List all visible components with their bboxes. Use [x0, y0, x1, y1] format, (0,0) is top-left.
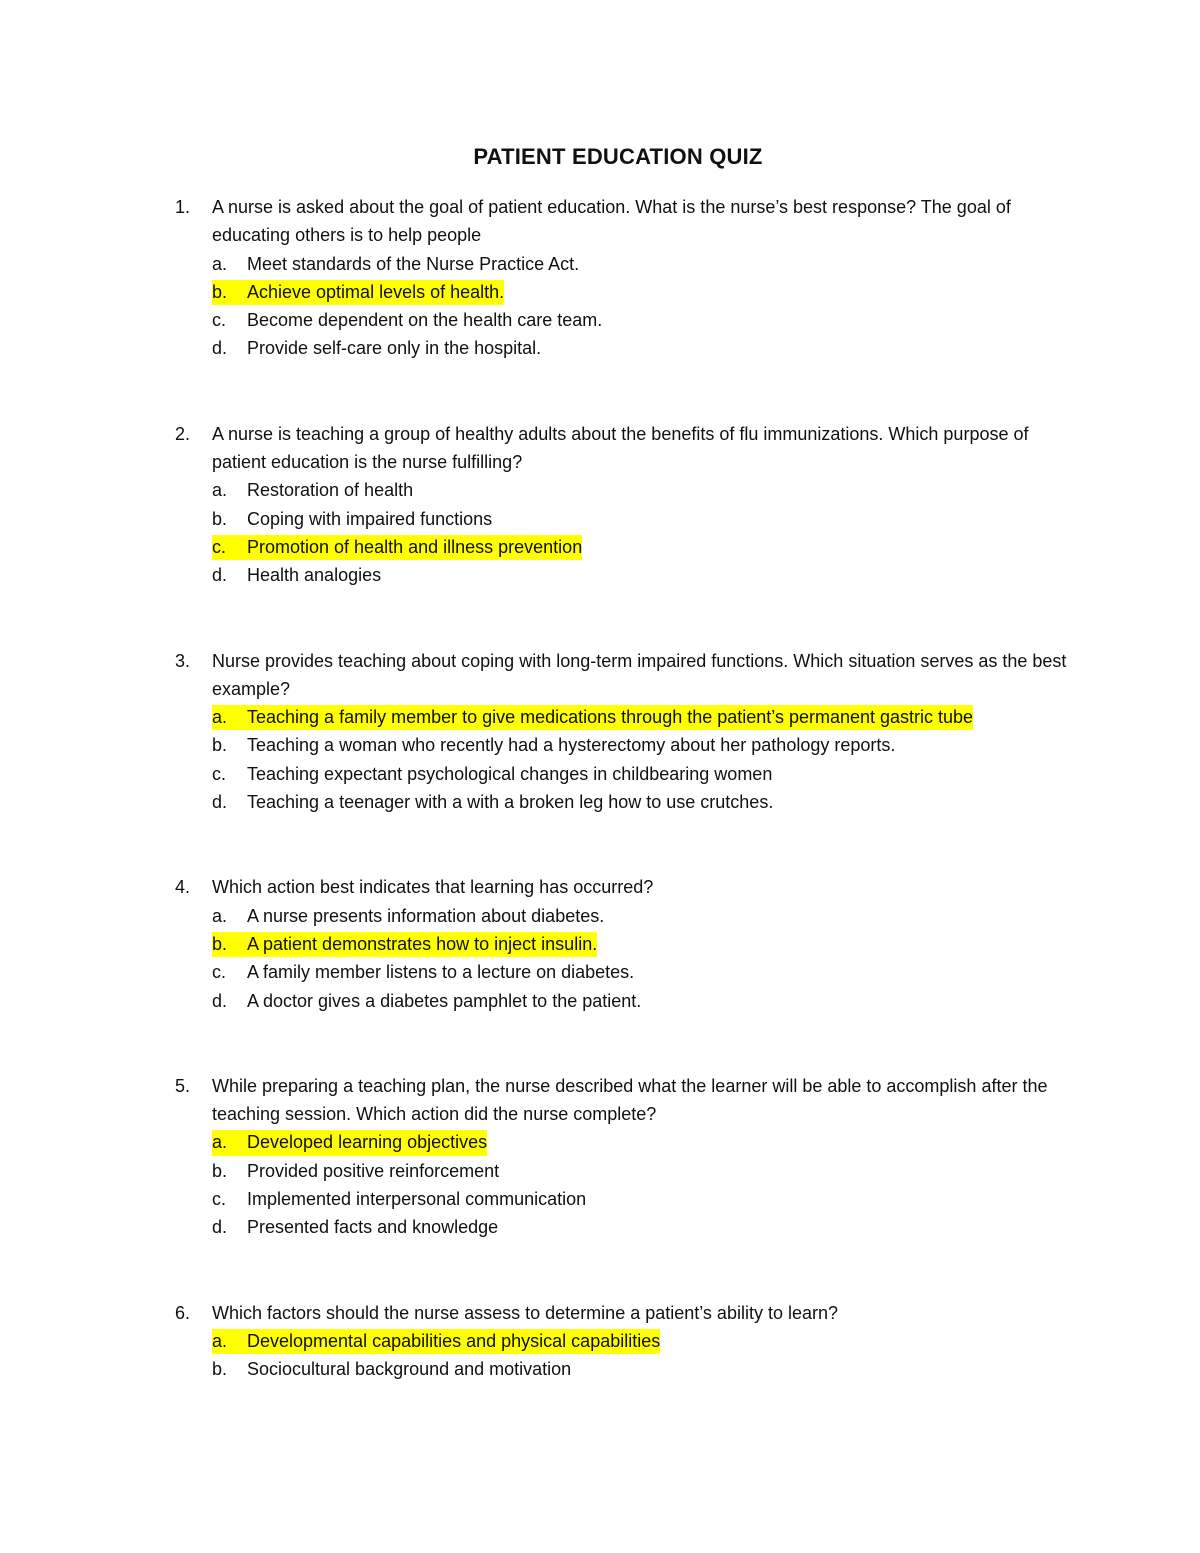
answer-options: [212, 902, 1075, 1015]
option-letter: a.: [212, 1132, 228, 1153]
answer-option-highlighted: [212, 278, 504, 306]
option-text: Teaching a teenager with a with a broken leg how to use crutches.: [247, 792, 774, 813]
question-text: Nurse provides teaching about coping with long-term impaired functions. Which situation serves as the best example?: [212, 650, 1067, 699]
option-text: Teaching a family member to give medications through the patient’s permanent gastric tube: [247, 707, 974, 728]
answer-option: [212, 476, 1075, 504]
option-text: Sociocultural background and motivation: [247, 1359, 572, 1380]
option-letter: d.: [212, 338, 228, 359]
option-letter: c.: [212, 310, 227, 331]
question-item: [175, 420, 1075, 590]
option-letter: a.: [212, 1330, 228, 1351]
answer-option: [212, 250, 1075, 278]
option-text: Become dependent on the health care team.: [247, 310, 603, 331]
option-letter: d.: [212, 990, 228, 1011]
option-letter: c.: [212, 763, 227, 784]
question-item: [175, 873, 1075, 1014]
answer-option: [212, 958, 1075, 986]
option-text: Teaching a woman who recently had a hysterectomy about her pathology reports.: [247, 735, 896, 756]
question-text: A nurse is teaching a group of healthy adults about the benefits of flu immunizations. Which purpose of patient education is the nurse fulfilling?: [212, 423, 1029, 473]
answer-option: [212, 902, 1075, 930]
option-letter: a.: [212, 480, 228, 501]
page-title: PATIENT EDUCATION QUIZ: [473, 144, 763, 169]
answer-option-highlighted: [212, 1327, 660, 1355]
question-number: 2.: [175, 423, 191, 444]
option-text: Provided positive reinforcement: [247, 1160, 500, 1181]
answer-options: [212, 1327, 1075, 1384]
question-number: 4.: [175, 877, 191, 898]
question-item: [175, 1299, 1075, 1384]
option-letter: d.: [212, 1217, 228, 1238]
answer-option: [212, 1157, 1075, 1185]
answer-option-highlighted: [212, 930, 597, 958]
option-text: Teaching expectant psychological changes in childbearing women: [247, 763, 773, 784]
option-letter: b.: [212, 508, 228, 529]
option-letter: a.: [212, 707, 228, 728]
option-letter: d.: [212, 792, 228, 813]
option-letter: b.: [212, 1160, 228, 1181]
answer-options: [212, 250, 1075, 363]
question-item: [175, 647, 1075, 817]
answer-option: [212, 306, 1075, 334]
answer-option: [212, 1355, 1075, 1383]
question-item: [175, 1072, 1075, 1242]
option-letter: a.: [212, 905, 228, 926]
question-text: A nurse is asked about the goal of patient education. What is the nurse’s best response? The goal of educating others is to help people: [212, 197, 1011, 246]
option-letter: b.: [212, 1359, 228, 1380]
answer-option: [212, 561, 1075, 589]
option-letter: a.: [212, 253, 228, 274]
answer-option-highlighted: [212, 533, 582, 561]
option-text: Provide self-care only in the hospital.: [247, 338, 542, 359]
option-text: Restoration of health: [247, 480, 414, 501]
question-number: 5.: [175, 1075, 191, 1096]
option-text: Achieve optimal levels of health.: [247, 281, 505, 302]
answer-options: [212, 476, 1075, 589]
question-number: 3.: [175, 650, 191, 671]
option-text: A nurse presents information about diabetes.: [247, 905, 605, 926]
question-item: [175, 193, 1075, 363]
option-text: Implemented interpersonal communication: [247, 1189, 587, 1210]
answer-option: [212, 788, 1075, 816]
question-list: [175, 193, 1075, 1384]
question-number: 1.: [175, 197, 191, 217]
answer-option: [212, 1185, 1075, 1213]
option-text: Promotion of health and illness prevention: [247, 536, 583, 557]
option-letter: c.: [212, 1189, 227, 1210]
question-text: While preparing a teaching plan, the nurse described what the learner will be able to accomplish after the teaching session. Which action did the nurse complete?: [212, 1075, 1048, 1125]
option-text: A patient demonstrates how to inject insulin.: [247, 933, 598, 954]
option-text: Health analogies: [247, 565, 382, 586]
answer-options: [212, 1128, 1075, 1241]
answer-option-highlighted: [212, 1128, 487, 1156]
answer-option: [212, 334, 1075, 362]
option-text: Coping with impaired functions: [247, 508, 493, 529]
answer-option: [212, 1213, 1075, 1241]
option-letter: c.: [212, 536, 227, 557]
question-text: Which factors should the nurse assess to determine a patient’s ability to learn?: [212, 1302, 839, 1323]
option-text: Developed learning objectives: [247, 1132, 488, 1153]
answer-option: [212, 760, 1075, 788]
option-letter: b.: [212, 281, 228, 302]
answer-option: [212, 987, 1075, 1015]
answer-option: [212, 505, 1075, 533]
option-text: Presented facts and knowledge: [247, 1217, 499, 1238]
answer-option-highlighted: [212, 703, 973, 731]
option-text: Meet standards of the Nurse Practice Act.: [247, 253, 580, 274]
option-text: A doctor gives a diabetes pamphlet to the patient.: [247, 990, 642, 1011]
option-letter: b.: [212, 735, 228, 756]
option-text: Developmental capabilities and physical capabilities: [247, 1330, 661, 1351]
answer-options: [212, 703, 1075, 816]
option-text: A family member listens to a lecture on diabetes.: [247, 962, 635, 983]
question-text: Which action best indicates that learning has occurred?: [212, 877, 654, 898]
question-number: 6.: [175, 1302, 191, 1323]
option-letter: b.: [212, 933, 228, 954]
answer-option: [212, 731, 1075, 759]
option-letter: c.: [212, 962, 227, 983]
option-letter: d.: [212, 565, 228, 586]
